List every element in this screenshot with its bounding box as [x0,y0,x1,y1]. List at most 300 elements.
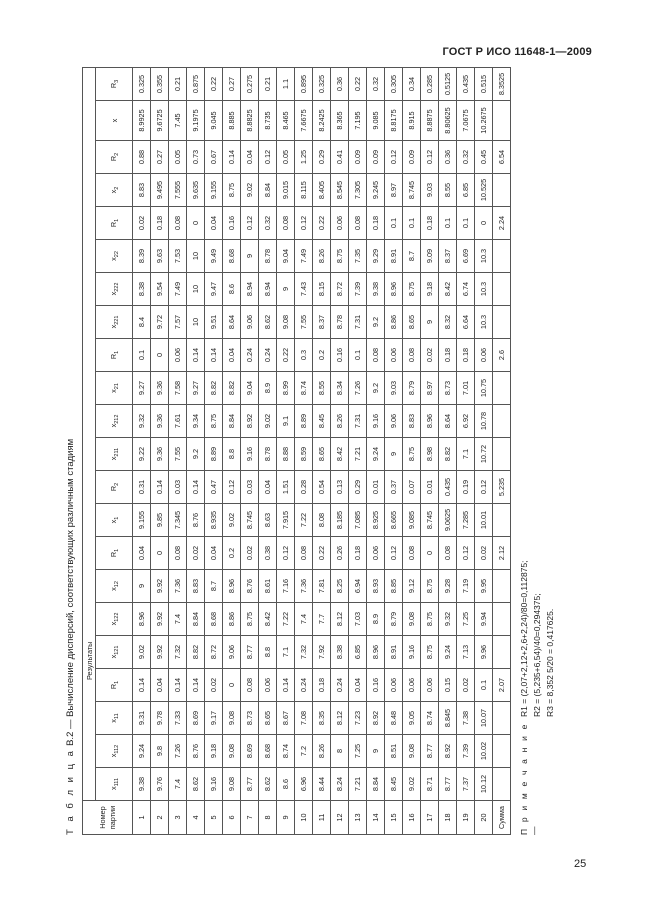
value-cell: 8.545 [331,174,349,207]
table-body [133,68,511,835]
value-cell: 0.04 [205,537,223,570]
value-cell: 8.51 [385,735,403,768]
value-cell: 0.435 [439,471,457,504]
value-cell: 8.63 [259,504,277,537]
value-cell: 9.28 [439,570,457,603]
value-cell: 8.15 [313,273,331,306]
value-cell: 8.62 [187,768,205,801]
value-cell: 0.04 [133,537,151,570]
value-cell: 9.085 [403,504,421,537]
party-number-cell: 7 [241,801,259,835]
value-cell: 8.64 [439,405,457,438]
value-cell: 8.745 [241,504,259,537]
value-cell: 8.77 [241,636,259,669]
value-cell: 7.39 [349,273,367,306]
value-cell: 8.65 [313,438,331,471]
value-cell: 8.75 [205,405,223,438]
value-cell: 0.24 [241,339,259,372]
value-cell: 8.42 [259,603,277,636]
value-cell: 0.04 [241,141,259,174]
value-cell: 8.62 [259,768,277,801]
value-cell: 9.2 [367,306,385,339]
value-cell: 0.18 [439,339,457,372]
value-cell: 8.64 [223,306,241,339]
table-row [367,68,385,835]
value-cell: 1.51 [277,471,295,504]
party-number-cell: 8 [259,801,277,835]
value-cell: 8.79 [385,603,403,636]
value-cell: 8.96 [421,405,439,438]
value-cell: 8.925 [367,504,385,537]
value-cell: 0.02 [133,207,151,240]
value-cell: 0.22 [277,339,295,372]
column-header: $R_1$ [96,669,133,702]
value-cell: 7.26 [349,372,367,405]
value-cell: 9.02 [241,174,259,207]
value-cell: 9.34 [187,405,205,438]
sum-cell [493,372,511,405]
value-cell: 0.14 [187,669,205,702]
column-header: $x_1$ [96,504,133,537]
value-cell: 0.26 [331,537,349,570]
sum-cell [493,438,511,471]
value-cell: 0.14 [151,471,169,504]
value-cell: 0.12 [277,537,295,570]
value-cell: 0.18 [457,339,475,372]
value-cell: 8.38 [331,636,349,669]
party-number-cell: 12 [331,801,349,835]
value-cell: 7.915 [277,504,295,537]
value-cell: 10.01 [475,504,493,537]
value-cell: 9.2 [367,372,385,405]
value-cell: 7.305 [349,174,367,207]
party-header: Номер партии [83,801,133,835]
value-cell: 0.06 [421,669,439,702]
sum-row [493,68,511,835]
value-cell: 7.43 [295,273,313,306]
value-cell: 8.38 [133,273,151,306]
value-cell: 9 [367,735,385,768]
value-cell: 0.12 [385,141,403,174]
value-cell: 7.085 [349,504,367,537]
column-header-row [96,68,133,835]
value-cell: 0.325 [133,68,151,101]
sum-cell: 2.07 [493,669,511,702]
party-number-cell: 15 [385,801,403,835]
value-cell: 8.77 [439,768,457,801]
value-cell: 0.08 [295,537,313,570]
value-cell: 0.04 [151,669,169,702]
value-cell: 0.02 [457,669,475,702]
value-cell: 10.75 [475,372,493,405]
value-cell: 8.84 [223,405,241,438]
value-cell: 8.89 [295,405,313,438]
value-cell: 7.35 [349,240,367,273]
value-cell: 8.88 [277,438,295,471]
value-cell: 9.27 [187,372,205,405]
value-cell: 8.89 [205,438,223,471]
value-cell: 9.47 [205,273,223,306]
value-cell: 8.26 [313,735,331,768]
value-cell: 6.69 [457,240,475,273]
value-cell: 0.32 [457,141,475,174]
value-cell: 8.82 [187,636,205,669]
sum-cell: 2.12 [493,537,511,570]
value-cell: 0.09 [403,141,421,174]
value-cell: 0.08 [439,537,457,570]
value-cell: 7.19 [457,570,475,603]
value-cell: 7.39 [457,735,475,768]
value-cell: 0.355 [151,68,169,101]
value-cell: 0.06 [259,669,277,702]
value-cell: 0.22 [205,68,223,101]
value-cell: 10.3 [475,240,493,273]
value-cell: 0.12 [385,537,403,570]
value-cell: 7.555 [169,174,187,207]
value-cell: 7.21 [349,768,367,801]
column-header: $x_{11}$ [96,702,133,735]
value-cell: 8.78 [259,240,277,273]
table-row [133,68,151,835]
value-cell: 8.84 [367,768,385,801]
value-cell: 9.085 [367,101,385,141]
value-cell: 8.185 [331,504,349,537]
value-cell: 0.21 [259,68,277,101]
value-cell: 7.26 [169,735,187,768]
value-cell: 0.1 [385,207,403,240]
value-cell: 0.38 [259,537,277,570]
value-cell: 8.79 [403,372,421,405]
column-header: $x_{211}$ [96,438,133,471]
value-cell: 0.21 [169,68,187,101]
value-cell: 7.1 [277,636,295,669]
value-cell: 0.08 [349,207,367,240]
page-number: 25 [574,858,587,870]
sum-cell: 8.3525 [493,68,511,101]
value-cell: 7.6675 [295,101,313,141]
value-cell: 7.2 [295,735,313,768]
value-cell: 8.34 [331,372,349,405]
value-cell: 0.67 [205,141,223,174]
value-cell: 0.08 [169,537,187,570]
value-cell: 9.49 [205,240,223,273]
value-cell: 10.3 [475,273,493,306]
value-cell: 8.59 [295,438,313,471]
value-cell: 0.04 [223,339,241,372]
sum-label: Сумма [493,801,511,835]
value-cell: 7.4 [169,768,187,801]
value-cell: 6.85 [349,636,367,669]
value-cell: 6.64 [457,306,475,339]
value-cell: 8.76 [187,504,205,537]
table-caption-text: В.2 — Вычисление дисперсий, соответствующих различным стадиям [65,438,76,746]
table-row [385,68,403,835]
value-cell: 7.195 [349,101,367,141]
sum-cell [493,504,511,537]
value-cell: 0.08 [367,339,385,372]
value-cell: 8.45 [385,768,403,801]
value-cell: 9.18 [205,735,223,768]
value-cell: 7.32 [295,636,313,669]
value-cell: 8.745 [421,504,439,537]
column-header: $x_{21}$ [96,372,133,405]
sum-cell [493,273,511,306]
value-cell: 9.045 [205,101,223,141]
column-header: $x_{212}$ [96,405,133,438]
value-cell: 7.55 [295,306,313,339]
value-cell: 0.01 [421,471,439,504]
party-number-cell: 1 [133,801,151,835]
value-cell: 0.02 [205,669,223,702]
value-cell: 9.245 [367,174,385,207]
value-cell: 8.465 [277,101,295,141]
value-cell: 0.07 [403,471,421,504]
value-cell: 8.76 [187,735,205,768]
table-row [169,68,187,835]
value-cell: 8.69 [187,702,205,735]
value-cell: 9.51 [205,306,223,339]
value-cell: 9.08 [403,603,421,636]
value-cell: 9.92 [151,603,169,636]
value-cell: 8.32 [439,306,457,339]
sum-cell [493,240,511,273]
sum-cell [493,768,511,801]
value-cell: 7.45 [169,101,187,141]
value-cell: 0.875 [187,68,205,101]
value-cell: 7.25 [349,735,367,768]
sum-cell [493,636,511,669]
column-header: $R_3$ [96,68,133,101]
value-cell: 0.305 [385,68,403,101]
value-cell: 8.75 [421,603,439,636]
results-header: Результаты [83,68,96,801]
value-cell: 9 [421,306,439,339]
value-cell: 9.54 [151,273,169,306]
value-cell: 9.96 [475,636,493,669]
value-cell: 8.745 [403,174,421,207]
value-cell: 7.61 [169,405,187,438]
value-cell: 9.08 [223,735,241,768]
value-cell: 7.55 [169,438,187,471]
value-cell: 7.21 [349,438,367,471]
value-cell: 6.74 [457,273,475,306]
value-cell: 9.36 [151,372,169,405]
value-cell: 7.33 [169,702,187,735]
value-cell: 8.97 [385,174,403,207]
value-cell: 8.96 [223,570,241,603]
value-cell: 0.14 [187,339,205,372]
value-cell: 8.75 [403,438,421,471]
table-row [421,68,439,835]
value-cell: 7.22 [295,504,313,537]
value-cell: 9.2 [187,438,205,471]
value-cell: 8.35 [313,702,331,735]
value-cell: 8.62 [259,306,277,339]
value-cell: 8.96 [133,603,151,636]
value-cell: 7.57 [169,306,187,339]
value-cell: 8.115 [295,174,313,207]
value-cell: 8.77 [241,768,259,801]
value-cell: 0.1 [349,339,367,372]
value-cell: 8.9925 [133,101,151,141]
value-cell: 8.65 [403,306,421,339]
value-cell: 8.74 [295,372,313,405]
value-cell: 7.345 [169,504,187,537]
value-cell: 6.96 [295,768,313,801]
value-cell: 0.88 [133,141,151,174]
value-cell: 7.08 [295,702,313,735]
value-cell: 8.86 [223,603,241,636]
party-number-cell: 18 [439,801,457,835]
sum-cell [493,101,511,141]
value-cell: 8.99 [277,372,295,405]
value-cell: 8.8175 [385,101,403,141]
value-cell: 8.91 [385,636,403,669]
table-row [205,68,223,835]
value-cell: 9.1 [277,405,295,438]
value-cell: 0.34 [403,68,421,101]
value-cell: 0.12 [475,471,493,504]
value-cell: 7.4 [169,603,187,636]
value-cell: 8.48 [385,702,403,735]
party-number-cell: 9 [277,801,295,835]
value-cell: 0.24 [259,339,277,372]
value-cell: 8.6 [223,273,241,306]
value-cell: 9.04 [277,240,295,273]
value-cell: 0.54 [313,471,331,504]
value-cell: 8.26 [331,405,349,438]
note-label: П р и м е ч а н и е — [519,722,539,835]
standard-code: ГОСТ Р ИСО 11648-1—2009 [442,46,592,58]
value-cell: 8.45 [313,405,331,438]
column-header: $R_2$ [96,471,133,504]
value-cell: 0.27 [151,141,169,174]
party-number-cell: 2 [151,801,169,835]
value-cell: 8.77 [421,735,439,768]
value-cell: 0.08 [277,207,295,240]
sum-cell [493,603,511,636]
value-cell: 7.0675 [457,101,475,141]
value-cell: 0.16 [331,339,349,372]
value-cell: 0.37 [385,471,403,504]
sum-cell [493,306,511,339]
value-cell: 8.72 [331,273,349,306]
party-number-cell: 16 [403,801,421,835]
value-cell: 9.155 [205,174,223,207]
value-cell: 8.8 [259,636,277,669]
value-cell: 9.08 [277,306,295,339]
value-cell: 8.96 [367,636,385,669]
value-cell: 8.25 [331,570,349,603]
value-cell: 9.09 [421,240,439,273]
table-row [475,68,493,835]
value-cell: 0.08 [403,339,421,372]
value-cell: 9.03 [385,372,403,405]
value-cell: 9.16 [367,405,385,438]
table-row [277,68,295,835]
table-row [295,68,313,835]
value-cell: 0.14 [169,669,187,702]
value-cell: 0.05 [277,141,295,174]
value-cell: 0.435 [457,68,475,101]
value-cell: 9.18 [421,273,439,306]
value-cell: 9.24 [439,636,457,669]
value-cell: 8.68 [223,240,241,273]
value-cell: 0.02 [421,339,439,372]
value-cell: 8.75 [421,636,439,669]
sum-cell [493,405,511,438]
table-caption [64,67,78,835]
value-cell: 9.38 [367,273,385,306]
value-cell: 7.49 [295,240,313,273]
value-cell: 8.94 [259,273,277,306]
note-line-2: R2 = (5,235+6,54)/40=0,294375; [532,593,542,717]
value-cell: 9.6725 [151,101,169,141]
value-cell: 9.02 [223,504,241,537]
value-cell: 9.22 [133,438,151,471]
value-cell: 0.08 [241,669,259,702]
column-header: $x_{111}$ [96,768,133,801]
value-cell: 0.1 [403,207,421,240]
value-cell: 0.36 [439,141,457,174]
party-number-cell: 14 [367,801,385,835]
value-cell: 0.09 [349,141,367,174]
value-cell: 8.7 [205,570,223,603]
value-cell: 8.39 [133,240,151,273]
table-caption-prefix: Т а б л и ц а [65,748,76,835]
value-cell: 9.92 [151,636,169,669]
note-line-1: R1 = (2,07+2,12+2,6+2,24)/80=0,112875; [519,560,529,717]
value-cell: 0.32 [367,68,385,101]
value-cell: 0.14 [205,339,223,372]
value-cell: 8.915 [403,101,421,141]
value-cell: 9.04 [241,372,259,405]
value-cell: 0.29 [349,471,367,504]
value-cell: 0.1 [133,339,151,372]
value-cell: 0.895 [295,68,313,101]
value-cell: 9.29 [367,240,385,273]
value-cell: 9.36 [151,405,169,438]
value-cell: 0.29 [313,141,331,174]
value-cell: 8.75 [421,570,439,603]
value-cell: 9.08 [223,768,241,801]
value-cell: 8.78 [331,306,349,339]
value-cell: 7.16 [277,570,295,603]
value-cell: 0.04 [205,207,223,240]
value-cell: 7.285 [457,504,475,537]
value-cell: 0.325 [313,68,331,101]
column-header: $x_{22}$ [96,240,133,273]
party-number-cell: 4 [187,801,205,835]
party-number-cell: 5 [205,801,223,835]
value-cell: 0.22 [349,68,367,101]
column-header: $x_{12}$ [96,570,133,603]
value-cell: 0.1 [457,207,475,240]
value-cell: 8.92 [439,735,457,768]
party-number-cell: 13 [349,801,367,835]
value-cell: 8.42 [331,438,349,471]
value-cell: 8.82 [205,372,223,405]
value-cell: 8.68 [259,735,277,768]
value-cell: 7.32 [169,636,187,669]
column-header: $x_{122}$ [96,603,133,636]
value-cell: 0.12 [421,141,439,174]
value-cell: 0.13 [331,471,349,504]
value-cell: 7.13 [457,636,475,669]
table-row [259,68,277,835]
value-cell: 8.8875 [421,101,439,141]
value-cell: 8.9 [367,603,385,636]
